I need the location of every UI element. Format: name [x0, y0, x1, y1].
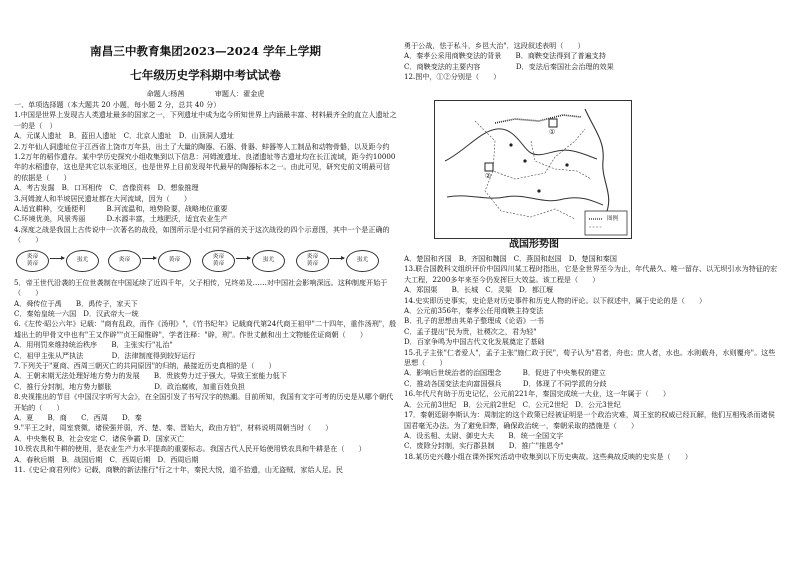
question-14-option-b: B．孔子的思想由其弟子整理成《论语》一书 — [404, 316, 544, 326]
question-7-options-2: C．推行分封制，地方势力膨胀 D．政治腐败，加重百姓负担 — [14, 381, 246, 391]
question-4: 4.深度之战是我国上古传说中一次著名的战役，如图所示是小红同学画的关于这次战役的四个示意图，其中一个是正确的（ ） — [14, 224, 390, 245]
question-8: 8.央视推出的节目《中国汉字听写大会》，在全国引发了书写汉字的热潮。目前所知，我国有文字可考的历史是从哪个朝代开始的（ ） — [14, 392, 394, 412]
question-18: 18.某历史兴趣小组在课外探究活动中收集到以下历史典故。这些典故反映的史实是（ ） — [404, 451, 692, 461]
question-1: 1.中国是世界上发现古人类遗址最多的国家之一，下列遗址中成为迄今所知世界上内涵最丰富、材料最齐全的直立人遗址之一的是（ ） — [14, 110, 397, 130]
question-2-options: A．考古发掘 B．口耳相传 C．音像资料 D．想象推理 — [14, 183, 199, 193]
diagram-c-right: 蚩尤 — [252, 250, 285, 272]
question-11-options-2: C．商鞅变法的主要内容 D．变法后秦国社会治理的效果 — [404, 61, 614, 71]
exam-title: 七年级历史学科期中考试试卷 — [130, 68, 281, 82]
question-3-options-2: C.环境优美，风景秀丽 D.水源丰富，土地肥沃，适宜农业生产 — [14, 214, 228, 224]
question-10-options: A．春秋后期 B．战国后期 C．西周后期 D．西周后期 — [14, 454, 199, 464]
map-legend-label: 图例 — [607, 216, 619, 222]
question-2: 2.万年仙人洞遗址位于江西省上饶市万年县，出土了大量的陶器、石器、骨器、蚌器等人工制品和动物骨骼，以及距今约1.2万年的稻作遗存。某中学历史探究小组收集到以下信息：河姆渡遗址、良渚遗址等古遗址均在长江流域，距今约10000年的水稻遗存，这也是其它以东亚地区，也是世界上目前发现年代最早的陶器标本之一。由此可见，研究史前文明最可信的依据是（ ） — [14, 141, 396, 182]
question-7: 7.下列关于"夏商、西周三朝灭亡的共同原因"的归纳，最接近历史真相的是（ ） — [14, 360, 276, 370]
question-16: 16.年代尺有助于历史记忆，公元前221年，秦国完成统一大业，这一年属于（ ） — [404, 389, 671, 399]
warring-states-map — [434, 100, 632, 239]
question-3: 3.河姆渡人和半坡居民遗址都在大河流域，因为（ ） — [14, 193, 192, 203]
exam-meta — [14, 89, 397, 99]
diagram-a-arrow — [50, 258, 64, 259]
diagram-d-arrow — [330, 258, 344, 259]
question-5: 5．帝王世代沿袭的王位世袭制在中国延续了近四千年，父子相传，兄终弟及……对中国社会影响深远。这种制度开始于（ ） — [14, 277, 388, 298]
question-5-options-2: C．秦始皇统一六国 D．汉武帝大一统 — [14, 308, 139, 318]
section-heading: 一、单项选择题（本大题共 20 小题，每小题 2 分，总共 40 分） — [14, 100, 221, 109]
school-line: 南昌三中教育集团2023—2024 学年上学期 — [90, 44, 321, 58]
question-14-option-a: A．公元前356年，秦孝公任用商鞅主持变法 — [404, 306, 544, 316]
question-15-options-1: A．影响后世统治者的治国理念 B．促进了中央集权的建立 — [404, 368, 606, 378]
question-13: 13.联合国教科文组织评价中国四川某工程时指出，它是全世界至今为止，年代最久、唯一留存、以无坝引水为特征的宏大工程，2200多年来至今仍发挥巨大效益。该工程是（ ） — [404, 264, 778, 284]
reviewer: 审题人：翟金虎 — [214, 89, 265, 98]
question-1-options: A．元谋人遗址 B．蓝田人遗址 C．北京人遗址 D．山顶洞人遗址 — [14, 131, 235, 141]
question-15-options-2: C．推动各国变法走向富国强兵 D．体现了不同学派的分歧 — [404, 378, 607, 388]
battle-diagram — [14, 247, 397, 277]
question-10: 10.铁农具和牛耕的使用，是农业生产力水平提高的重要标志。我国古代人民开始使用铁农具和牛耕是在（ ） — [14, 444, 366, 454]
left-column — [14, 0, 397, 474]
diagram-a-left: 炎帝 黄帝 — [16, 250, 49, 272]
question-6-options-2: C．祖甲主张从严执法 D．法律制度得到较好运行 — [14, 350, 196, 360]
map-label-1: ① — [549, 128, 556, 136]
question-6: 6.《左传·昭公六年》记载："商有乱政，而作《汤刑》"，《竹书纪年》记载商代第24代商王祖甲"二十四年，重作汤刑"，殷墟出土的甲骨文中也有"王又作辟""贞王闻惟辟"，学者注释："辟，刑"。作世丈献和出土文物能佐证商朝（ ） — [14, 319, 397, 339]
diagram-d-left: 炎帝 黄帝 — [296, 250, 329, 272]
question-7-options-1: A．王朝末期无法处理好地方势力的发展 B．贵族势力过于强大，导致王室能力低下 — [14, 371, 287, 381]
question-11-options-1: A．秦孝公采用商鞅变法的背景 B．商鞅变法得到了普遍支持 — [404, 51, 606, 61]
question-6-options-1: A．用刑罚来维持统治秩序 B．主张实行"礼治" — [14, 340, 173, 350]
diagram-a-right: 蚩尤 — [66, 250, 99, 272]
diagram-c-arrow — [236, 258, 250, 259]
left-questions — [14, 100, 397, 475]
right-questions — [404, 41, 780, 83]
question-11-continued: 勇于公战，怯于私斗，乡邑大治"．这段叙述表明（ ） — [404, 41, 585, 50]
question-15: 15.孔子主张"仁者爱人"，孟子主张"施仁政于民"，荀子认为"君者，舟也；庶人者，水也。水则载舟，水则覆舟"。这些思想（ ） — [404, 347, 776, 368]
diagram-b-left: 炎帝 — [108, 250, 141, 272]
map-label-2: ② — [485, 172, 492, 180]
question-14: 14.史实即历史事实，史论是对历史事件和历史人物的评论。以下叙述中，属于史论的是（ ） — [404, 295, 707, 305]
question-8-options: A．夏 B．商 C．西周 D．秦 — [14, 412, 142, 422]
question-13-options: A．郑国渠 B．长城 C．灵渠 D．都江堰 — [404, 285, 554, 295]
diagram-b-arrow — [142, 258, 156, 259]
map-caption: 战国形势图 — [509, 239, 559, 250]
question-17-options-2: C．废除分封制，实行郡县制 D．推广"推恩令" — [404, 441, 564, 451]
question-9: 9."平王之时，周室衰微，诸侯强并弱，齐、楚、秦、晋始大，政由方伯"，材料说明周朝当时（ ） — [14, 423, 333, 433]
question-12: 12.图中，①②分别是（ ） — [404, 72, 501, 82]
question-3-options-1: A.适宜耕种，交通便利 B.河流温和，地势险要，战略地位重要 — [14, 204, 228, 214]
question-5-options-1: A．舜传位于禹 B．禹传子，家天下 — [14, 298, 138, 308]
diagram-b-right: 黄帝 — [158, 250, 191, 272]
question-11: 11.《史记·商君列传》记载，商鞅的新法推行"行之十年，秦民大悦，道不拾遗，山无盗贼，家给人足。民 — [14, 465, 343, 474]
question-12-options: A．楚国和齐国 B．齐国和魏国 C．燕国和赵国 D．楚国和秦国 — [404, 254, 617, 263]
question-17-options-1: A．设丞相、太尉、御史大夫 B．统一全国文字 — [404, 430, 564, 440]
author: 命题人:杨茜 — [146, 89, 185, 98]
question-14-option-c: C．孟子提出"民为贵，社稷次之，君为轻" — [404, 326, 537, 336]
question-9-options: A．中央集权 B．社会安定 C．诸侯争霸 D．国家灭亡 — [14, 433, 185, 443]
question-17: 17．秦朝廷尉李斯认为：周制定的这个政策已经被证明是一个政治灾难，周王室的权威已经瓦解，他们互相残杀而诸侯国君毫无办法。为了避免旧弊，确保政治统一，秦朝采取的措施是（ ） — [404, 410, 775, 430]
diagram-d-right: 蚩尤 — [346, 250, 379, 272]
right-questions-lower — [404, 254, 780, 462]
map-svg — [435, 101, 631, 238]
question-16-options: A．公元前3世纪 B．公元前2世纪 C．公元2世纪 D．公元3世纪 — [404, 399, 621, 409]
right-column — [404, 0, 780, 461]
question-14-option-d: D．百家争鸣为中国古代文化发展奠定了基础 — [404, 337, 545, 347]
diagram-c-left: 炎帝 黄帝 — [202, 250, 235, 272]
